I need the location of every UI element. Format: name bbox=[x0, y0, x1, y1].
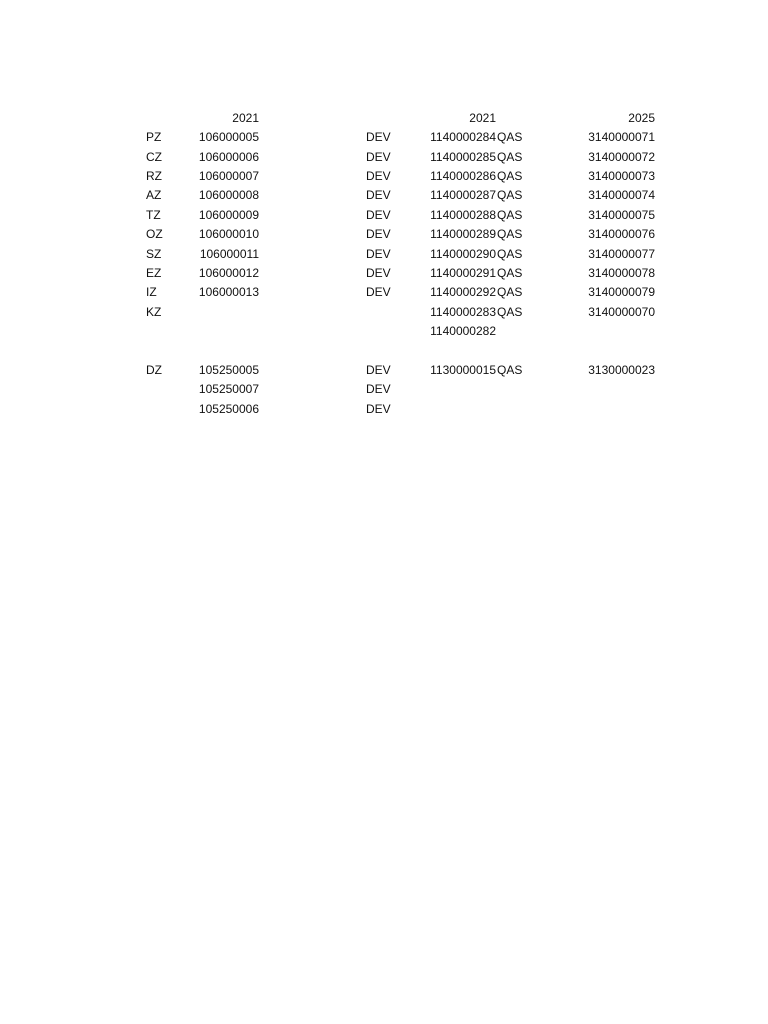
row-number-2: 1140000292 bbox=[430, 285, 496, 299]
row-env-2: QAS bbox=[497, 363, 523, 377]
row-number-2: 1140000289 bbox=[430, 227, 496, 241]
row-env-1: DEV bbox=[366, 188, 391, 202]
row-env-2: QAS bbox=[497, 150, 523, 164]
row-code: KZ bbox=[146, 305, 162, 319]
row-env-1: DEV bbox=[366, 150, 391, 164]
row-code: PZ bbox=[146, 130, 162, 144]
row-number-1: 106000013 bbox=[198, 285, 259, 299]
row-number-2: 1140000288 bbox=[430, 208, 496, 222]
row-number-3: 3140000076 bbox=[588, 227, 655, 241]
row-env-1: DEV bbox=[366, 208, 391, 222]
row-env-2: QAS bbox=[497, 305, 523, 319]
row-number-3: 3140000071 bbox=[588, 130, 655, 144]
row-code: TZ bbox=[146, 208, 161, 222]
row-number-2: 1140000282 bbox=[430, 324, 496, 338]
table-row bbox=[0, 302, 768, 322]
row-number-1: 106000008 bbox=[198, 188, 259, 202]
row-number-2: 1140000283 bbox=[430, 305, 496, 319]
table-row bbox=[0, 244, 768, 264]
row-number-3: 3140000075 bbox=[588, 208, 655, 222]
table-row bbox=[0, 321, 768, 341]
row-number-2: 1140000291 bbox=[430, 266, 496, 280]
row-number-2: 1140000286 bbox=[430, 169, 496, 183]
row-code: IZ bbox=[146, 285, 157, 299]
row-number-2: 1140000287 bbox=[430, 188, 496, 202]
row-number-3: 3140000070 bbox=[588, 305, 655, 319]
table-row bbox=[0, 185, 768, 205]
row-env-2: QAS bbox=[497, 188, 523, 202]
row-env-1: DEV bbox=[366, 382, 391, 396]
row-number-1: 105250007 bbox=[198, 382, 259, 396]
row-number-2: 1140000290 bbox=[430, 247, 496, 261]
table-row bbox=[0, 166, 768, 186]
row-env-2: QAS bbox=[497, 285, 523, 299]
row-code: EZ bbox=[146, 266, 162, 280]
row-env-2 bbox=[497, 321, 537, 341]
row-env-2: QAS bbox=[497, 208, 523, 222]
row-code: CZ bbox=[146, 150, 162, 164]
row-code: DZ bbox=[146, 363, 162, 377]
row-number-3 bbox=[570, 321, 655, 341]
row-env-2: QAS bbox=[497, 247, 523, 261]
row-number-1: 106000007 bbox=[198, 169, 259, 183]
row-code bbox=[146, 379, 186, 399]
row-number-1: 106000005 bbox=[198, 130, 259, 144]
row-number-1 bbox=[186, 302, 259, 322]
row-env-1 bbox=[366, 321, 406, 341]
row-number-3: 3130000023 bbox=[588, 363, 655, 377]
table-row bbox=[0, 205, 768, 225]
row-number-3: 3140000077 bbox=[588, 247, 655, 261]
row-env-1: DEV bbox=[366, 130, 391, 144]
table-row bbox=[0, 224, 768, 244]
table-row bbox=[0, 282, 768, 302]
row-env-2 bbox=[497, 399, 537, 419]
row-env-2 bbox=[497, 379, 537, 399]
row-env-1: DEV bbox=[366, 169, 391, 183]
row-number-3 bbox=[570, 379, 655, 399]
row-env-2: QAS bbox=[497, 227, 523, 241]
row-number-3 bbox=[570, 399, 655, 419]
row-number-3: 3140000074 bbox=[588, 188, 655, 202]
row-code: AZ bbox=[146, 188, 162, 202]
row-number-1: 105250005 bbox=[198, 363, 259, 377]
header-row bbox=[0, 108, 768, 128]
row-code bbox=[146, 321, 186, 341]
row-code: OZ bbox=[146, 227, 163, 241]
row-env-2: QAS bbox=[497, 266, 523, 280]
row-env-1: DEV bbox=[366, 402, 391, 416]
row-number-3: 3140000078 bbox=[588, 266, 655, 280]
row-env-2: QAS bbox=[497, 169, 523, 183]
table-row bbox=[0, 360, 768, 380]
row-number-1: 106000006 bbox=[198, 150, 259, 164]
row-env-1: DEV bbox=[366, 266, 391, 280]
table-row bbox=[0, 127, 768, 147]
table-row bbox=[0, 379, 768, 399]
row-code: RZ bbox=[146, 169, 162, 183]
row-number-3: 3140000072 bbox=[588, 150, 655, 164]
row-number-3: 3140000073 bbox=[588, 169, 655, 183]
row-env-1: DEV bbox=[366, 285, 391, 299]
year-header-1: 2021 bbox=[232, 111, 259, 125]
row-env-2: QAS bbox=[497, 130, 523, 144]
row-number-1 bbox=[186, 321, 259, 341]
row-number-3: 3140000079 bbox=[588, 285, 655, 299]
row-number-1: 106000009 bbox=[198, 208, 259, 222]
row-number-1: 105250006 bbox=[198, 402, 259, 416]
year-header-2: 2021 bbox=[469, 111, 496, 125]
row-number-2 bbox=[423, 399, 496, 419]
row-code: SZ bbox=[146, 247, 162, 261]
row-code bbox=[146, 399, 186, 419]
row-number-2: 1130000015 bbox=[430, 363, 496, 377]
table-row bbox=[0, 399, 768, 419]
row-number-1: 106000012 bbox=[198, 266, 259, 280]
row-env-1 bbox=[366, 302, 406, 322]
row-env-1: DEV bbox=[366, 247, 391, 261]
row-number-2: 1140000285 bbox=[430, 150, 496, 164]
row-number-1: 106000011 bbox=[199, 247, 259, 261]
year-header-3: 2025 bbox=[628, 111, 655, 125]
row-number-1: 106000010 bbox=[198, 227, 259, 241]
row-env-1: DEV bbox=[366, 227, 391, 241]
row-number-2 bbox=[423, 379, 496, 399]
table-row bbox=[0, 147, 768, 167]
row-env-1: DEV bbox=[366, 363, 391, 377]
row-number-2: 1140000284 bbox=[430, 130, 496, 144]
table-row bbox=[0, 263, 768, 283]
